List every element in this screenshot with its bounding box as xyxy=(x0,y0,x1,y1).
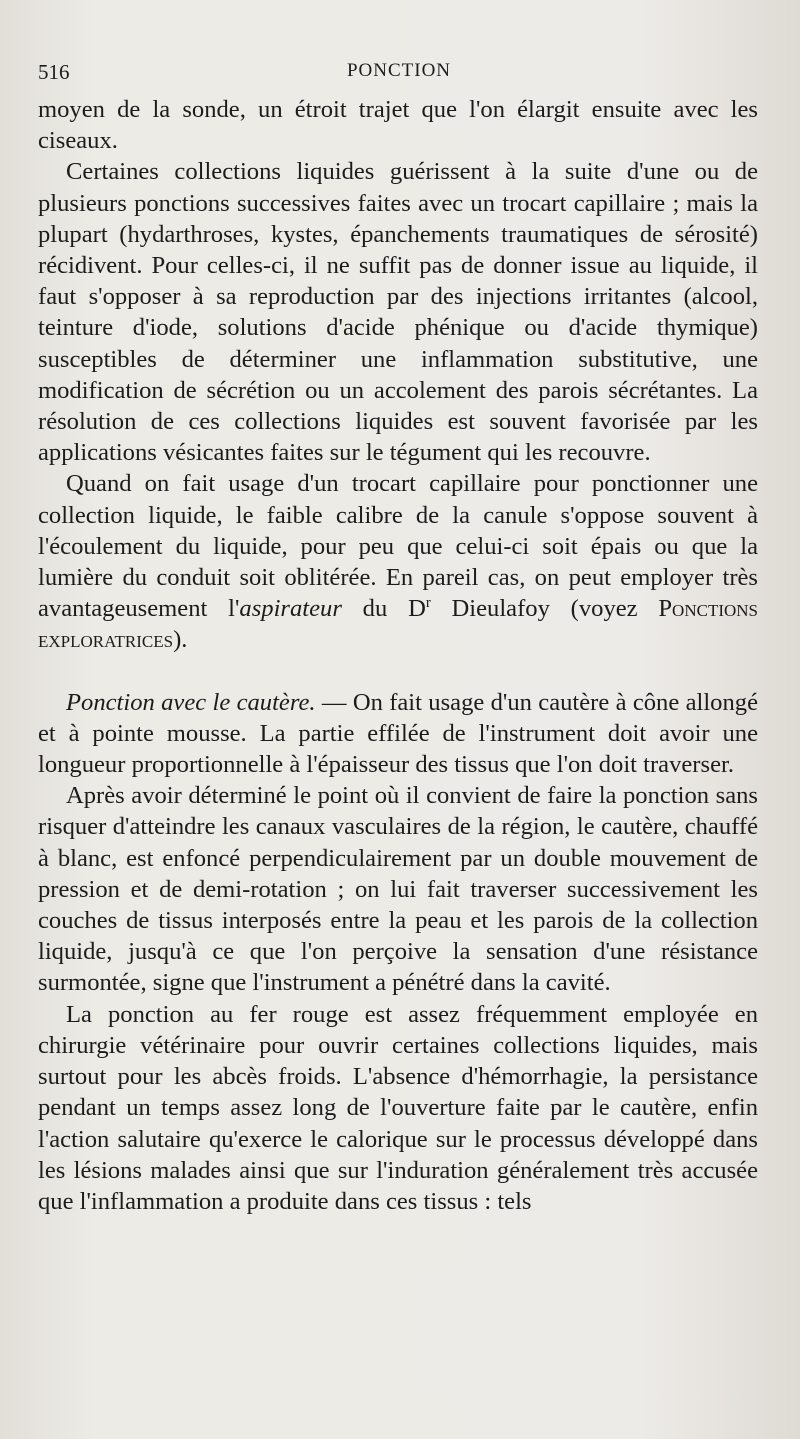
text-segment: du D xyxy=(341,595,426,623)
text-segment: ). xyxy=(173,626,188,654)
paragraph-trocart xyxy=(38,468,758,655)
page-number: 516 xyxy=(38,60,70,84)
section-gap xyxy=(38,656,758,687)
paragraph-collections: Certaines collections liquides guérissent à la suite d'une ou de plusieurs ponctions successives faites avec un trocart capillaire ; mais la plupart (hydarthroses, kystes, épanchements traumatiques de sérosité) récidivent. Pour celles-ci, il ne suffit pas de donner issue au liquide, il faut s'opposer à sa reproduction par des injections irritantes (alcool, teinture d'iode, solutions d'acide phénique ou d'acide thymique) susceptibles de déterminer une inflammation substitutive, une modification de sécrétion ou un accolement des parois sécrétantes. La résolution de ces collections liquides est souvent favorisée par les applications vésicantes faites sur le tégument qui les recouvre. xyxy=(38,158,758,467)
doctor-abbrev-sup: r xyxy=(425,595,431,612)
cross-reference: Ponctions exploratrices xyxy=(38,595,758,654)
paragraph-veterinaire: La ponction au fer rouge est assez fréquemment employée en chirurgie vétérinaire pour ouvrir certaines collections liquides, mais surtout pour les abcès froids. L'absence d'hémorrhagie, la persistance pendant un temps assez long de l'ouverture faite par le cautère, enfin l'action salutaire qu'exerce le calorique sur le processus développé dans les lésions malades ainsi que sur l'induration généralement très accusée que l'inflammation a produite dans ces tissus : tels xyxy=(38,1000,758,1215)
aspirateur-term: aspirateur xyxy=(239,595,342,623)
body-text xyxy=(38,94,758,1217)
running-head xyxy=(38,60,760,88)
text-segment: — On fait usage d'un cautère à cône allongé et à pointe mousse. La partie effilée de l'instrument doit avoir une longueur proportionnelle à l'épaisseur des tissus que l'on doit traverser. xyxy=(38,688,758,779)
paragraph-continuation: moyen de la sonde, un étroit trajet que l'on élargit ensuite avec les ciseaux. xyxy=(38,96,758,155)
paragraph-procedure: Après avoir déterminé le point où il convient de faire la ponction sans risquer d'atteindre les canaux vasculaires de la région, le cautère, chauffé à blanc, est enfoncé perpendiculairement par un double mouvement de pression et de demi-rotation ; on lui fait traverser successivement les couches de tissus interposés entre la peau et les parois de la collection liquide, jusqu'à ce que l'on perçoive la sensation d'une résistance surmontée, signe que l'instrument a pénétré dans la cavité. xyxy=(38,782,758,997)
section-heading: Ponction avec le cautère. xyxy=(66,688,316,716)
running-title: PONCTION xyxy=(346,60,452,81)
text-segment: Quand on fait usage d'un trocart capillaire pour ponctionner une collection liquide, le faible calibre de la canule s'oppose souvent à l'écoulement du liquide, pour peu que celui-ci soit épais ou que la lumière du conduit soit oblitérée. En pareil cas, on peut employer très avantageusement l' xyxy=(38,470,758,623)
paragraph-cautere xyxy=(38,687,758,781)
text-segment: Dieulafoy (voyez xyxy=(430,595,659,623)
